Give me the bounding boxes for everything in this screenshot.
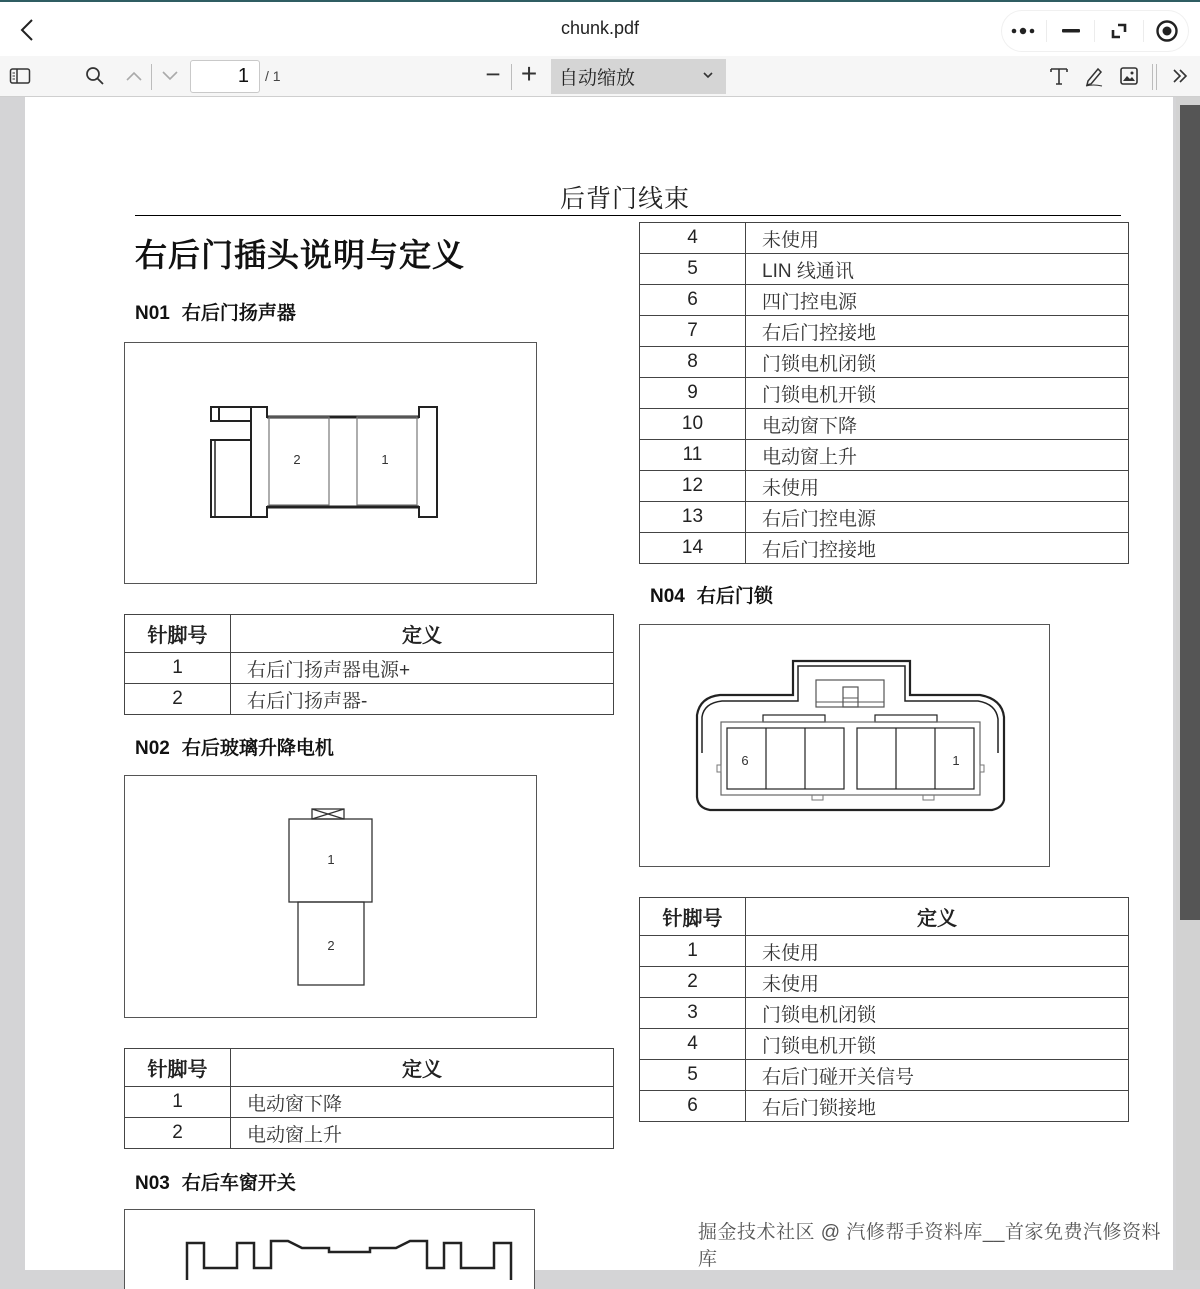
previous-page-button[interactable] [120,62,148,90]
connector-code: N01 [135,303,170,324]
section-title-n01 [135,298,296,325]
text-icon [1048,65,1070,87]
table-row [640,533,1129,564]
pin-number: 2 [125,1118,231,1149]
divider [1094,20,1095,42]
pin-label: 6 [741,753,749,768]
table-row [640,936,1129,967]
divider [511,64,512,90]
connector-name: 右后车窗开关 [181,1173,296,1194]
table-row [640,440,1129,471]
table-row [125,1087,614,1118]
table-row [640,1091,1129,1122]
pdf-page [25,97,1173,1270]
pin-number: 6 [640,285,746,316]
divider [1152,64,1153,90]
pin-number: 14 [640,533,746,564]
zoom-level-value: 自动缩放 [559,68,636,89]
title-bar [0,0,1200,56]
header-rule [135,215,1121,216]
pin-definition: 电动窗上升 [746,440,1129,471]
minimize-icon [1061,28,1081,34]
connector-name: 右后门扬声器 [181,303,296,324]
zoom-out-button[interactable] [479,60,507,88]
more-tools-button[interactable] [1166,62,1194,90]
pin-number: 5 [640,254,746,285]
pin-number: 3 [640,998,746,1029]
pin-number: 5 [640,1060,746,1091]
connector-diagram-n01 [124,342,537,584]
column-header-definition: 定义 [746,898,1129,936]
zoom-level-select[interactable] [551,59,726,94]
pin-definition: 右后门锁接地 [746,1091,1129,1122]
record-button[interactable] [1149,16,1185,46]
connector-diagram-n04 [639,624,1050,867]
table-row [640,409,1129,440]
pin-definition: 电动窗下降 [746,409,1129,440]
pin-definition: LIN 线通讯 [746,254,1129,285]
pin-number: 1 [125,653,231,684]
table-row [640,1029,1129,1060]
pin-definition: 右后门扬声器电源+ [231,653,614,684]
zoom-in-button[interactable] [515,60,543,88]
draw-button[interactable] [1080,62,1108,90]
pin-definition: 门锁电机开锁 [746,378,1129,409]
pin-definition: 右后门控接地 [746,316,1129,347]
table-row [640,378,1129,409]
document-viewer [0,97,1200,1270]
window-controls [1002,11,1188,51]
column-header-definition: 定义 [231,1049,614,1087]
pin-table-n04 [639,897,1129,1122]
column-header-pin: 针脚号 [125,615,231,653]
pin-table-n01 [124,614,614,715]
pin-label: 2 [293,452,301,467]
pin-table-n02 [124,1048,614,1149]
search-icon [85,66,105,86]
table-row [640,316,1129,347]
more-icon [1010,26,1036,36]
table-row [640,223,1129,254]
pin-number: 8 [640,347,746,378]
record-icon [1155,19,1179,43]
pin-table-n03 [639,222,1129,564]
divider [1143,20,1144,42]
pin-number: 1 [125,1087,231,1118]
connector-code: N03 [135,1173,170,1194]
double-chevron-right-icon [1170,66,1190,86]
pin-number: 1 [640,936,746,967]
pin-definition: 右后门控电源 [746,502,1129,533]
scrollbar-thumb[interactable] [1180,105,1200,920]
pin-label: 1 [327,852,335,867]
pin-number: 9 [640,378,746,409]
sidebar-toggle-icon [9,67,31,85]
watermark: 掘金技术社区 @ 汽修帮手资料库__首家免费汽修资料库 [698,1222,1161,1270]
pin-definition: 未使用 [746,936,1129,967]
pin-definition: 未使用 [746,967,1129,998]
table-row [640,998,1129,1029]
divider [1046,20,1047,42]
plus-icon: + [520,58,538,89]
chevron-down-icon [702,69,714,81]
page-number-input[interactable] [190,60,260,93]
sidebar-toggle-button[interactable] [6,62,34,90]
connector-code: N04 [650,586,685,607]
next-page-button[interactable] [156,62,184,90]
table-row [125,653,614,684]
pin-definition: 门锁电机闭锁 [746,347,1129,378]
table-row [640,285,1129,316]
table-row [125,684,614,715]
pin-definition: 电动窗下降 [231,1087,614,1118]
pin-definition: 门锁电机开锁 [746,1029,1129,1060]
restore-icon [1109,21,1129,41]
pin-number: 12 [640,471,746,502]
pin-label: 1 [952,753,960,768]
table-header [640,898,1129,936]
pin-definition: 右后门扬声器- [231,684,614,715]
section-title-n04 [650,581,773,608]
pin-number: 4 [640,1029,746,1060]
restore-button[interactable] [1101,16,1137,46]
table-header [125,615,614,653]
column-header-pin: 针脚号 [125,1049,231,1087]
page-total: / 1 [265,68,281,84]
table-row [640,1060,1129,1091]
pin-number: 7 [640,316,746,347]
table-row [125,1118,614,1149]
section-title-n03 [135,1168,296,1195]
pin-number: 4 [640,223,746,254]
connector-code: N02 [135,738,170,759]
pin-number: 6 [640,1091,746,1122]
table-header [125,1049,614,1087]
more-button[interactable] [1005,16,1041,46]
pin-label: 1 [381,452,389,467]
pin-label: 2 [327,938,335,953]
pin-number: 11 [640,440,746,471]
pin-definition: 四门控电源 [746,285,1129,316]
table-row [640,502,1129,533]
pin-number: 10 [640,409,746,440]
connector-diagram-n03 [124,1209,535,1289]
page-title: 右后门插头说明与定义 [135,237,466,273]
pin-definition: 门锁电机闭锁 [746,998,1129,1029]
section-title-n02 [135,733,334,760]
chevron-up-icon [125,70,143,82]
add-image-button[interactable] [1115,62,1143,90]
connector-diagram-n02 [124,775,537,1018]
pin-definition: 未使用 [746,471,1129,502]
running-head: 后背门线束 [560,184,691,213]
pdf-toolbar [0,56,1200,97]
connector-name: 右后门锁 [696,586,773,607]
add-text-button[interactable] [1045,62,1073,90]
pin-number: 13 [640,502,746,533]
minimize-button[interactable] [1053,16,1089,46]
pin-number: 2 [640,967,746,998]
divider [1156,64,1157,90]
pin-definition: 右后门控接地 [746,533,1129,564]
minus-icon: − [485,58,501,89]
table-row [640,347,1129,378]
window-title: chunk.pdf [560,18,640,38]
connector-name: 右后玻璃升降电机 [181,738,334,759]
table-row [640,254,1129,285]
column-header-pin: 针脚号 [640,898,746,936]
pin-definition: 右后门碰开关信号 [746,1060,1129,1091]
table-row [640,967,1129,998]
search-button[interactable] [81,62,109,90]
chevron-down-icon [161,70,179,82]
divider [151,64,152,90]
image-icon [1119,66,1139,86]
pin-number: 2 [125,684,231,715]
column-header-definition: 定义 [231,615,614,653]
draw-icon [1083,65,1105,87]
pin-definition: 未使用 [746,223,1129,254]
pin-definition: 电动窗上升 [231,1118,614,1149]
table-row [640,471,1129,502]
